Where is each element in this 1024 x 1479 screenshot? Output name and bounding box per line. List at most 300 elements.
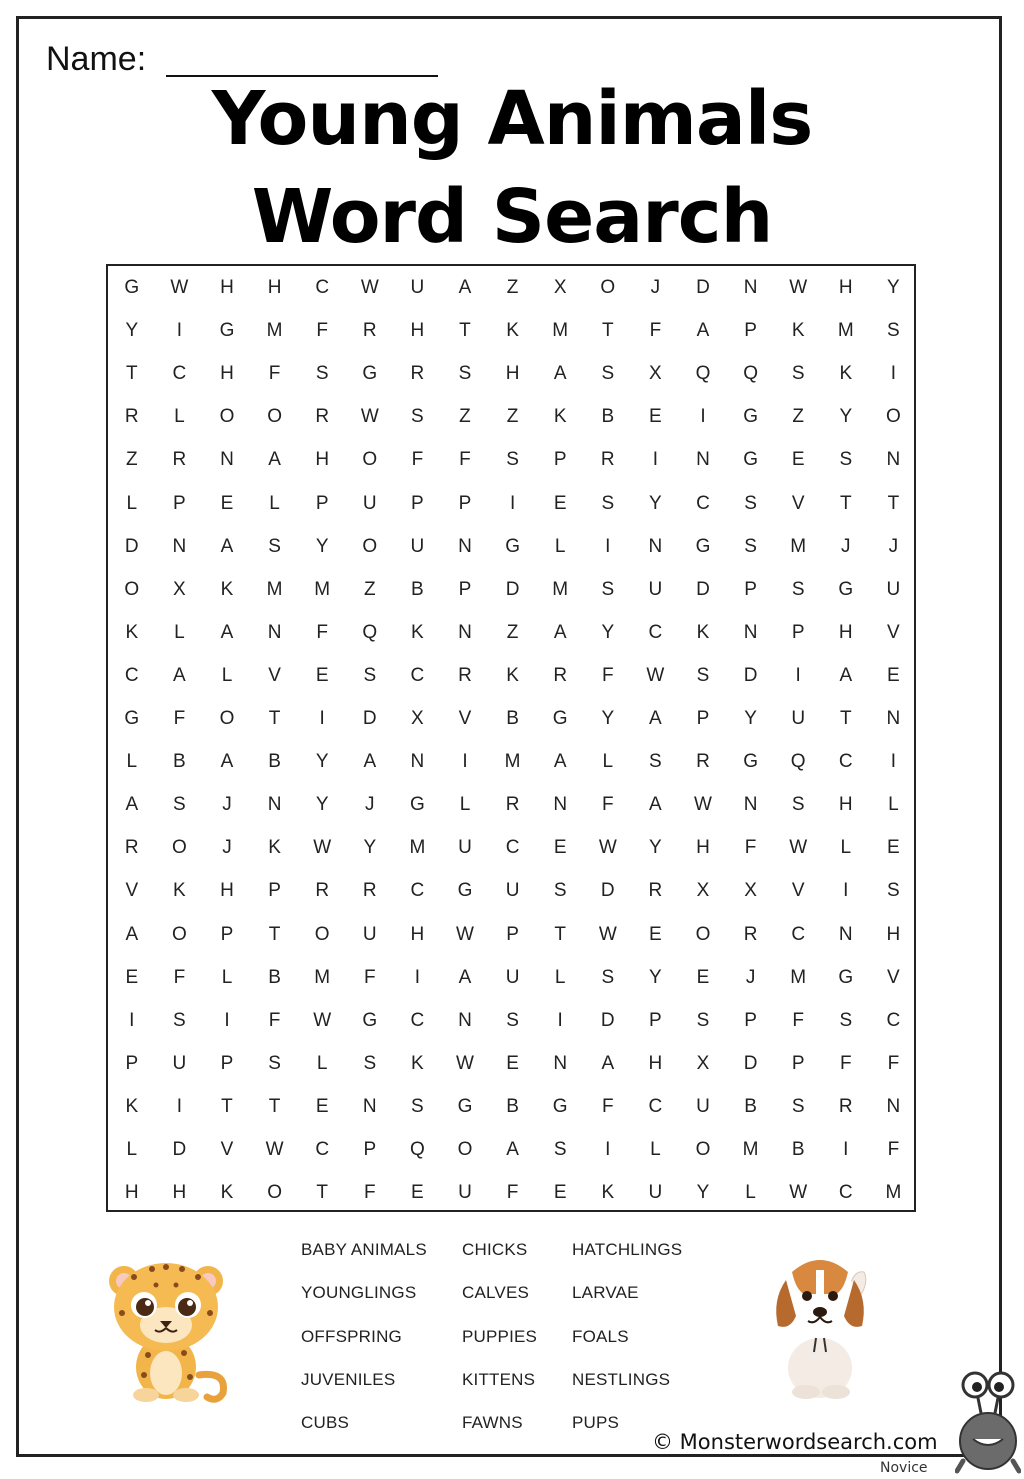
grid-letter[interactable]: Y [315, 535, 329, 557]
grid-letter[interactable]: P [696, 708, 710, 729]
grid-letter[interactable]: S [887, 320, 900, 342]
grid-letter[interactable]: G [838, 578, 854, 600]
grid-letter[interactable]: I [843, 1139, 849, 1160]
grid-letter[interactable]: U [505, 880, 520, 902]
grid-letter[interactable]: G [552, 708, 568, 729]
grid-letter[interactable]: F [363, 1182, 376, 1204]
grid-letter[interactable]: Z [459, 406, 471, 428]
grid-letter[interactable]: P [125, 1052, 139, 1074]
grid-letter[interactable]: E [887, 664, 900, 686]
grid-letter[interactable]: M [314, 578, 331, 600]
grid-letter[interactable]: Z [506, 621, 519, 643]
grid-letter[interactable]: P [744, 578, 757, 600]
grid-letter[interactable]: D [172, 1139, 187, 1160]
grid-letter[interactable]: I [890, 363, 897, 385]
grid-letter[interactable]: W [789, 837, 808, 859]
grid-letter[interactable]: H [648, 1052, 663, 1074]
grid-letter[interactable]: M [885, 1182, 902, 1204]
grid-letter[interactable]: F [506, 1182, 519, 1204]
grid-letter[interactable]: T [316, 1182, 328, 1204]
grid-letter[interactable]: B [506, 1095, 519, 1117]
grid-letter[interactable]: S [696, 1009, 710, 1031]
grid-letter[interactable]: M [314, 966, 331, 988]
grid-letter[interactable]: A [363, 751, 377, 773]
grid-letter[interactable]: D [505, 578, 520, 600]
grid-letter[interactable]: A [458, 966, 472, 988]
grid-letter[interactable]: G [743, 406, 758, 428]
grid-letter[interactable]: U [648, 1182, 663, 1204]
grid-letter[interactable]: O [362, 535, 378, 557]
grid-letter[interactable]: C [648, 1095, 663, 1117]
grid-letter[interactable]: H [696, 837, 710, 859]
grid-letter[interactable]: U [458, 1182, 472, 1204]
grid-letter[interactable]: F [173, 966, 186, 988]
grid-letter[interactable]: Z [125, 449, 138, 471]
grid-letter[interactable]: A [125, 923, 139, 945]
grid-letter[interactable]: Q [695, 363, 711, 385]
grid-letter[interactable]: W [789, 1182, 808, 1204]
grid-letter[interactable]: P [791, 621, 805, 643]
grid-letter[interactable]: E [791, 449, 805, 471]
grid-letter[interactable]: O [314, 923, 330, 945]
grid-letter[interactable]: R [553, 664, 568, 686]
grid-letter[interactable]: L [221, 966, 233, 988]
grid-letter[interactable]: R [696, 751, 710, 773]
grid-letter[interactable]: V [220, 1139, 234, 1160]
grid-letter[interactable]: C [315, 1139, 330, 1160]
grid-letter[interactable]: S [791, 794, 805, 816]
grid-letter[interactable]: X [411, 708, 424, 729]
grid-letter[interactable]: R [410, 363, 425, 385]
grid-letter[interactable]: Y [744, 708, 757, 729]
grid-letter[interactable]: B [506, 708, 519, 729]
grid-letter[interactable]: M [409, 837, 426, 859]
grid-letter[interactable]: V [887, 966, 900, 988]
grid-letter[interactable]: R [600, 449, 615, 471]
grid-letter[interactable]: V [791, 492, 805, 514]
grid-letter[interactable]: V [791, 880, 805, 902]
grid-letter[interactable]: I [557, 1009, 563, 1031]
grid-letter[interactable]: A [125, 794, 139, 816]
grid-letter[interactable]: N [553, 794, 568, 816]
grid-letter[interactable]: E [553, 1182, 567, 1204]
grid-letter[interactable]: N [362, 1095, 377, 1117]
grid-letter[interactable]: O [267, 406, 282, 428]
grid-letter[interactable]: N [458, 621, 472, 643]
grid-letter[interactable]: Y [315, 794, 329, 816]
grid-letter[interactable]: Y [649, 966, 662, 988]
grid-letter[interactable]: L [174, 621, 185, 643]
grid-letter[interactable]: B [601, 406, 615, 428]
grid-letter[interactable]: K [411, 621, 424, 643]
grid-letter[interactable]: F [887, 1139, 900, 1160]
grid-letter[interactable]: F [792, 1009, 804, 1031]
grid-letter[interactable]: P [744, 1009, 757, 1031]
grid-letter[interactable]: P [458, 492, 472, 514]
grid-letter[interactable]: F [601, 664, 614, 686]
grid-letter[interactable]: O [219, 406, 235, 428]
grid-letter[interactable]: A [173, 664, 186, 686]
grid-letter[interactable]: P [363, 1139, 377, 1160]
grid-letter[interactable]: B [268, 966, 281, 988]
grid-letter[interactable]: R [124, 837, 139, 859]
grid-letter[interactable]: H [886, 923, 901, 945]
grid-letter[interactable]: H [410, 923, 425, 945]
grid-letter[interactable]: K [411, 1052, 424, 1074]
grid-letter[interactable]: G [124, 277, 140, 298]
grid-letter[interactable]: K [696, 621, 710, 643]
grid-letter[interactable]: E [315, 664, 329, 686]
grid-letter[interactable]: C [315, 277, 330, 298]
grid-letter[interactable]: S [649, 751, 662, 773]
grid-letter[interactable]: H [838, 794, 853, 816]
grid-letter[interactable]: C [505, 837, 520, 859]
grid-letter[interactable]: S [839, 449, 853, 471]
grid-letter[interactable]: A [506, 1139, 519, 1160]
grid-letter[interactable]: A [553, 621, 567, 643]
grid-letter[interactable]: M [837, 320, 854, 342]
grid-letter[interactable]: Y [839, 406, 853, 428]
grid-letter[interactable]: T [268, 923, 281, 945]
grid-letter[interactable]: S [601, 966, 615, 988]
grid-letter[interactable]: L [554, 535, 566, 557]
grid-letter[interactable]: C [410, 664, 425, 686]
grid-letter[interactable]: T [839, 492, 852, 514]
grid-letter[interactable]: E [506, 1052, 519, 1074]
grid-letter[interactable]: D [743, 1052, 758, 1074]
grid-letter[interactable]: N [648, 535, 663, 557]
grid-letter[interactable]: J [841, 535, 851, 557]
grid-letter[interactable]: R [315, 880, 330, 902]
grid-letter[interactable]: V [268, 664, 281, 686]
grid-letter[interactable]: S [839, 1009, 853, 1031]
grid-letter[interactable]: I [795, 664, 801, 686]
grid-letter[interactable]: F [316, 320, 328, 342]
grid-letter[interactable]: M [552, 320, 569, 342]
grid-letter[interactable]: C [172, 363, 187, 385]
grid-letter[interactable]: S [268, 535, 281, 557]
grid-letter[interactable]: I [700, 406, 706, 428]
grid-letter[interactable]: S [791, 1095, 805, 1117]
grid-letter[interactable]: K [220, 1182, 234, 1204]
grid-letter[interactable]: L [888, 794, 899, 816]
grid-letter[interactable]: E [649, 406, 662, 428]
grid-letter[interactable]: B [791, 1139, 805, 1160]
grid-letter[interactable]: Y [601, 621, 615, 643]
grid-letter[interactable]: K [601, 1182, 615, 1204]
grid-letter[interactable]: Q [743, 363, 758, 385]
grid-letter[interactable]: L [221, 664, 233, 686]
grid-letter[interactable]: I [843, 880, 849, 902]
grid-letter[interactable]: I [129, 1009, 135, 1031]
grid-letter[interactable]: R [838, 1095, 853, 1117]
grid-letter[interactable]: I [605, 535, 611, 557]
grid-letter[interactable]: O [267, 1182, 282, 1204]
grid-letter[interactable]: F [363, 966, 376, 988]
grid-letter[interactable]: Y [649, 837, 662, 859]
grid-letter[interactable]: S [363, 664, 377, 686]
grid-letter[interactable]: K [125, 621, 139, 643]
grid-letter[interactable]: U [410, 535, 425, 557]
grid-letter[interactable]: W [170, 277, 189, 298]
grid-letter[interactable]: I [652, 449, 659, 471]
grid-letter[interactable]: P [411, 492, 424, 514]
grid-letter[interactable]: X [696, 880, 710, 902]
grid-letter[interactable]: G [552, 1095, 568, 1117]
grid-letter[interactable]: Y [315, 751, 329, 773]
grid-letter[interactable]: N [267, 621, 282, 643]
grid-letter[interactable]: V [125, 880, 139, 902]
grid-letter[interactable]: L [840, 837, 852, 859]
grid-letter[interactable]: O [600, 277, 616, 298]
grid-letter[interactable]: S [601, 492, 615, 514]
grid-letter[interactable]: W [694, 794, 712, 816]
grid-letter[interactable]: I [176, 320, 183, 342]
grid-letter[interactable]: S [268, 1052, 281, 1074]
grid-letter[interactable]: W [360, 406, 379, 428]
grid-letter[interactable]: G [124, 708, 140, 729]
grid-letter[interactable]: G [838, 966, 854, 988]
grid-letter[interactable]: Y [601, 708, 615, 729]
grid-letter[interactable]: P [649, 1009, 662, 1031]
grid-letter[interactable]: A [696, 320, 710, 342]
grid-letter[interactable]: U [505, 966, 520, 988]
grid-letter[interactable]: I [890, 751, 897, 773]
grid-letter[interactable]: G [743, 751, 758, 773]
grid-letter[interactable]: N [886, 449, 901, 471]
grid-letter[interactable]: D [124, 535, 139, 557]
grid-letter[interactable]: H [838, 621, 853, 643]
grid-letter[interactable]: K [506, 320, 519, 342]
grid-letter[interactable]: U [362, 923, 377, 945]
grid-letter[interactable]: F [411, 449, 424, 471]
grid-letter[interactable]: G [410, 794, 425, 816]
grid-letter[interactable]: X [173, 578, 186, 600]
grid-letter[interactable]: C [124, 664, 139, 686]
grid-letter[interactable]: R [172, 449, 187, 471]
grid-letter[interactable]: D [600, 1009, 615, 1031]
grid-letter[interactable]: N [743, 277, 758, 298]
grid-letter[interactable]: U [410, 277, 425, 298]
grid-letter[interactable]: O [457, 1139, 473, 1160]
grid-letter[interactable]: N [743, 621, 758, 643]
grid-letter[interactable]: L [126, 1139, 138, 1160]
grid-letter[interactable]: O [695, 1139, 711, 1160]
grid-letter[interactable]: L [269, 492, 280, 514]
grid-letter[interactable]: M [790, 966, 807, 988]
grid-letter[interactable]: E [887, 837, 900, 859]
grid-letter[interactable]: I [319, 708, 325, 729]
grid-letter[interactable]: C [648, 621, 663, 643]
grid-letter[interactable]: B [411, 578, 424, 600]
grid-letter[interactable]: R [362, 320, 377, 342]
grid-letter[interactable]: P [791, 1052, 805, 1074]
grid-letter[interactable]: Z [363, 578, 376, 600]
grid-letter[interactable]: P [220, 923, 234, 945]
grid-letter[interactable]: H [410, 320, 425, 342]
grid-letter[interactable]: R [124, 406, 139, 428]
grid-letter[interactable]: N [838, 923, 853, 945]
grid-letter[interactable]: V [887, 621, 900, 643]
grid-letter[interactable]: A [458, 277, 472, 298]
grid-letter[interactable]: S [411, 1095, 424, 1117]
grid-letter[interactable]: H [220, 363, 234, 385]
grid-letter[interactable]: F [268, 363, 281, 385]
grid-letter[interactable]: L [316, 1052, 328, 1074]
grid-letter[interactable]: M [266, 320, 283, 342]
grid-letter[interactable]: T [459, 320, 471, 342]
grid-letter[interactable]: C [410, 1009, 425, 1031]
grid-letter[interactable]: K [220, 578, 234, 600]
grid-letter[interactable]: W [789, 277, 808, 298]
grid-letter[interactable]: O [172, 837, 187, 859]
grid-letter[interactable]: W [456, 1052, 474, 1074]
grid-letter[interactable]: F [839, 1052, 852, 1074]
grid-letter[interactable]: I [414, 966, 421, 988]
grid-letter[interactable]: R [648, 880, 663, 902]
grid-letter[interactable]: A [601, 1052, 615, 1074]
grid-letter[interactable]: B [744, 1095, 757, 1117]
grid-letter[interactable]: K [506, 664, 519, 686]
grid-letter[interactable]: W [360, 277, 379, 298]
grid-letter[interactable]: D [696, 277, 710, 298]
grid-letter[interactable]: J [745, 966, 756, 988]
grid-letter[interactable]: N [553, 1052, 568, 1074]
grid-letter[interactable]: C [886, 1009, 901, 1031]
grid-letter[interactable]: X [696, 1052, 710, 1074]
grid-letter[interactable]: Y [696, 1182, 710, 1204]
grid-letter[interactable]: F [268, 1009, 281, 1031]
grid-letter[interactable]: S [173, 1009, 186, 1031]
grid-letter[interactable]: D [600, 880, 615, 902]
grid-letter[interactable]: I [176, 1095, 183, 1117]
grid-letter[interactable]: M [552, 578, 569, 600]
grid-letter[interactable]: N [458, 535, 472, 557]
grid-letter[interactable]: B [173, 751, 186, 773]
grid-letter[interactable]: V [458, 708, 472, 729]
grid-letter[interactable]: Z [506, 406, 519, 428]
grid-letter[interactable]: O [886, 406, 901, 428]
grid-letter[interactable]: G [457, 880, 473, 902]
grid-letter[interactable]: L [650, 1139, 661, 1160]
grid-letter[interactable]: P [458, 578, 472, 600]
grid-letter[interactable]: N [743, 794, 758, 816]
grid-letter[interactable]: N [220, 449, 234, 471]
grid-letter[interactable]: W [598, 837, 617, 859]
grid-letter[interactable]: K [791, 320, 805, 342]
grid-letter[interactable]: N [886, 708, 901, 729]
grid-letter[interactable]: X [553, 277, 567, 298]
grid-letter[interactable]: L [459, 794, 471, 816]
grid-letter[interactable]: S [744, 535, 757, 557]
grid-letter[interactable]: U [696, 1095, 710, 1117]
grid-letter[interactable]: K [553, 406, 567, 428]
grid-letter[interactable]: Y [887, 277, 900, 298]
grid-letter[interactable]: L [745, 1182, 756, 1204]
grid-letter[interactable]: H [124, 1182, 139, 1204]
grid-letter[interactable]: Y [363, 837, 377, 859]
grid-letter[interactable]: T [221, 1095, 233, 1117]
grid-letter[interactable]: G [219, 320, 235, 342]
grid-letter[interactable]: K [125, 1095, 139, 1117]
grid-letter[interactable]: S [744, 492, 757, 514]
grid-letter[interactable]: A [649, 794, 662, 816]
grid-letter[interactable]: J [222, 837, 232, 859]
grid-letter[interactable]: E [315, 1095, 329, 1117]
grid-letter[interactable]: U [458, 837, 472, 859]
grid-letter[interactable]: W [313, 1009, 332, 1031]
grid-letter[interactable]: C [410, 880, 425, 902]
grid-letter[interactable]: N [267, 794, 282, 816]
grid-letter[interactable]: A [268, 449, 281, 471]
grid-letter[interactable]: W [646, 664, 665, 686]
grid-letter[interactable]: U [791, 708, 806, 729]
grid-letter[interactable]: F [316, 621, 328, 643]
grid-letter[interactable]: G [362, 1009, 378, 1031]
grid-letter[interactable]: E [696, 966, 710, 988]
grid-letter[interactable]: P [315, 492, 329, 514]
grid-letter[interactable]: T [125, 363, 138, 385]
grid-letter[interactable]: W [265, 1139, 284, 1160]
grid-letter[interactable]: G [457, 1095, 473, 1117]
grid-letter[interactable]: O [172, 923, 187, 945]
grid-letter[interactable]: N [410, 751, 425, 773]
grid-letter[interactable]: I [224, 1009, 230, 1031]
grid-letter[interactable]: P [268, 880, 281, 902]
grid-letter[interactable]: C [696, 492, 710, 514]
grid-letter[interactable]: H [220, 277, 234, 298]
grid-letter[interactable]: R [362, 880, 377, 902]
grid-letter[interactable]: L [174, 406, 185, 428]
grid-letter[interactable]: E [125, 966, 139, 988]
grid-letter[interactable]: J [888, 535, 899, 557]
grid-letter[interactable]: Z [506, 277, 519, 298]
grid-letter[interactable]: S [887, 880, 900, 902]
grid-letter[interactable]: U [886, 578, 901, 600]
grid-letter[interactable]: R [458, 664, 472, 686]
grid-letter[interactable]: X [649, 363, 662, 385]
grid-letter[interactable]: A [220, 621, 234, 643]
grid-letter[interactable]: F [649, 320, 662, 342]
grid-letter[interactable]: S [458, 363, 472, 385]
grid-letter[interactable]: P [553, 449, 567, 471]
grid-letter[interactable]: U [648, 578, 663, 600]
grid-letter[interactable]: M [790, 535, 807, 557]
grid-letter[interactable]: S [553, 1139, 567, 1160]
grid-letter[interactable]: O [362, 449, 378, 471]
grid-letter[interactable]: P [220, 1052, 234, 1074]
grid-letter[interactable]: H [838, 277, 853, 298]
grid-letter[interactable]: O [219, 708, 235, 729]
grid-letter[interactable]: S [173, 794, 186, 816]
grid-letter[interactable]: A [220, 751, 234, 773]
grid-letter[interactable]: F [459, 449, 471, 471]
grid-letter[interactable]: I [509, 492, 516, 514]
grid-letter[interactable]: H [220, 880, 234, 902]
grid-letter[interactable]: L [126, 492, 138, 514]
grid-letter[interactable]: N [886, 1095, 901, 1117]
grid-letter[interactable]: P [744, 320, 757, 342]
grid-letter[interactable]: S [553, 880, 567, 902]
grid-letter[interactable]: S [601, 578, 615, 600]
grid-letter[interactable]: Q [362, 621, 378, 643]
grid-letter[interactable]: A [839, 664, 853, 686]
grid-letter[interactable]: F [173, 708, 186, 729]
grid-letter[interactable]: A [553, 363, 567, 385]
grid-letter[interactable]: T [268, 708, 281, 729]
grid-letter[interactable]: N [696, 449, 710, 471]
grid-letter[interactable]: S [315, 363, 329, 385]
